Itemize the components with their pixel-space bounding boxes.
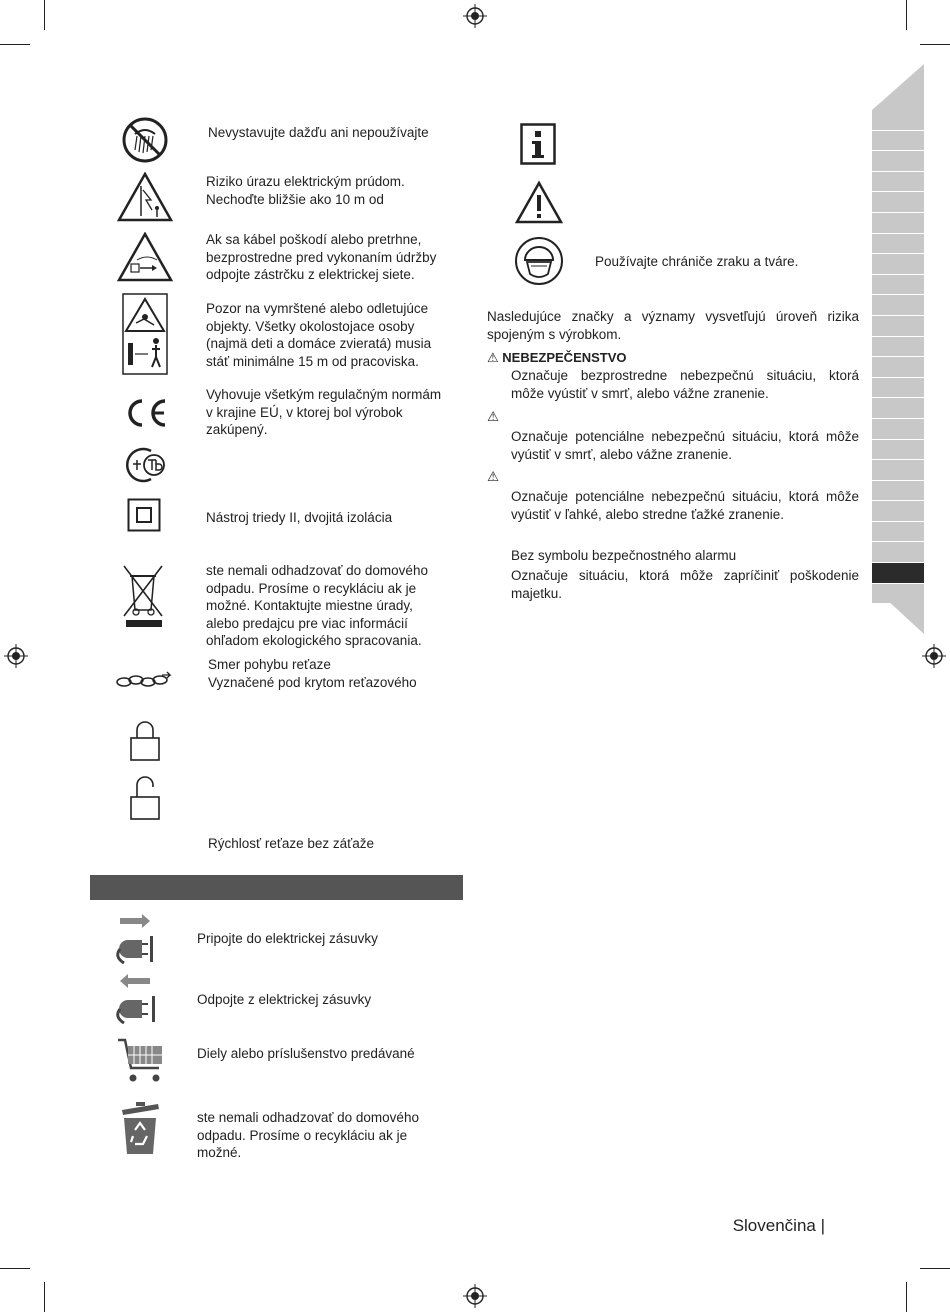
tab (872, 316, 924, 337)
tab-top-triangle (872, 64, 924, 110)
symbol-text-line: Pozor na vymrštené alebo odletujúce (206, 301, 429, 316)
tab-active-slovencina (872, 563, 924, 584)
crop-mark (44, 1282, 45, 1312)
shopping-cart-icon (116, 1036, 166, 1086)
tab (872, 419, 924, 440)
tab (872, 440, 924, 461)
no-symbol-text: Označuje situáciu, ktorá môže zapríčiniť poškodenie majetku. (511, 568, 859, 601)
symbol-text-line: ohľadom ekologického spracovania. (206, 633, 422, 648)
tab (872, 357, 924, 378)
symbol-text-line: Rýchlosť reťaze bez záťaže (208, 836, 375, 851)
caution-text: Označuje potenciálne nebezpečnú situáciu, ktorá môže vyústiť v ľahké, alebo stredne ťažké zranenie. (511, 489, 859, 522)
registration-mark-icon (4, 644, 28, 668)
tab (872, 522, 924, 543)
tab (872, 110, 924, 131)
symbol-text-line: zakúpený. (206, 422, 268, 437)
chain-direction-icon (114, 670, 176, 692)
symbol-text-line: v krajine EÚ, v ktorej bol výrobok (206, 404, 403, 420)
symbol-text-line: Pripojte do elektrickej zásuvky (197, 931, 378, 946)
symbol-text-line: odpadu. Prosíme o recykláciu ak je (197, 1127, 408, 1143)
symbol-text-line: ste nemali odhadzovať do domového (197, 1110, 419, 1125)
footer-language: Slovenčina | (732, 1216, 825, 1235)
tab (872, 460, 924, 481)
tab (872, 131, 924, 152)
symbol-text-line: Nevystavujte dažďu ani nepoužívajte (208, 125, 429, 140)
face-shield-icon (514, 236, 564, 286)
symbol-text-line: Ak sa kábel poškodí alebo pretrhne, (206, 232, 422, 247)
crop-mark (906, 0, 907, 30)
crop-mark (0, 44, 30, 45)
face-shield-text: Používajte chrániče zraku a tváre. (595, 254, 799, 269)
unplug-icon (114, 972, 166, 1024)
double-insulation-icon (127, 498, 161, 532)
risk-intro: Nasledujúce značky a významy vysvetľujú úroveň rizika spojeným s výrobkom. (487, 309, 859, 342)
symbol-text-line: stáť minimálne 15 m od pracoviska. (206, 353, 419, 369)
symbol-text-line: Riziko úrazu elektrickým prúdom. (206, 174, 405, 189)
gost-certification-icon (123, 446, 167, 484)
symbol-text-line: Nástroj triedy II, dvojitá izolácia (206, 510, 393, 525)
tab (872, 192, 924, 213)
tab (872, 275, 924, 296)
language-tabs (872, 110, 924, 604)
warning-text: Označuje potenciálne nebezpečnú situáciu, ktorá môže vyústiť v smrť, alebo vážne zranenie. (511, 429, 859, 462)
danger-label: NEBEZPEČENSTVO (502, 350, 627, 365)
tab (872, 213, 924, 234)
symbol-text-line: Nechoďte bližšie ako 10 m od (206, 191, 384, 207)
symbol-text-line: Vyznačené pod krytom reťazového (208, 674, 417, 690)
tab (872, 151, 924, 172)
symbol-text-line: Odpojte z elektrickej zásuvky (197, 992, 372, 1007)
tab (872, 337, 924, 358)
symbol-text-line: Vyhovuje všetkým regulačným normám (206, 387, 442, 402)
lock-open-icon (129, 775, 161, 821)
crop-mark (44, 0, 45, 30)
tab (872, 172, 924, 193)
symbol-text-line: možné. (197, 1145, 242, 1160)
symbol-text-line: objekty. Všetky okolostojace osoby (206, 318, 415, 334)
registration-mark-icon (463, 1284, 487, 1308)
ce-mark-icon (122, 398, 168, 428)
tab (872, 378, 924, 399)
tab (872, 481, 924, 502)
tab (872, 295, 924, 316)
warning-triangle-icon (515, 180, 563, 224)
tab (872, 254, 924, 275)
symbol-text-line: odpadu. Prosíme o recykláciu ak je (206, 580, 417, 596)
registration-mark-icon (922, 644, 946, 668)
cable-damage-warning-icon (117, 232, 173, 282)
plug-in-icon (114, 912, 166, 964)
tab-bottom-triangle (872, 586, 924, 634)
symbol-text-line: možné. Kontaktujte miestne úrady, (206, 598, 413, 613)
registration-mark-icon (463, 4, 487, 28)
no-rain-icon (121, 116, 169, 164)
warning-triangle-small-icon: ⚠ (487, 350, 499, 365)
recycle-bin-icon (118, 1100, 162, 1156)
symbol-text-line: Smer pohybu reťaze (208, 657, 331, 672)
symbol-text-line: odpojte zástrčku z elektrickej siete. (206, 267, 415, 282)
tab (872, 501, 924, 522)
crop-mark (0, 1268, 30, 1269)
warning-triangle-small-icon: ⚠ (487, 469, 500, 484)
electric-shock-warning-icon (117, 172, 173, 222)
crop-mark (906, 1282, 907, 1312)
warning-triangle-small-icon: ⚠ (487, 409, 500, 424)
no-symbol-label: Bez symbolu bezpečnostného alarmu (511, 548, 737, 563)
tab (872, 542, 924, 563)
thrown-objects-warning-icon (122, 293, 168, 375)
symbol-text-line: Diely alebo príslušenstvo predávané (197, 1046, 415, 1061)
info-icon (520, 123, 556, 165)
weee-crossed-bin-icon (120, 562, 168, 630)
symbol-text-line: alebo predajcu pre viac informácií (206, 615, 408, 631)
section-header-bar (90, 875, 463, 900)
symbol-text-line: bezprostredne pred vykonaním údržby (206, 249, 437, 265)
tab (872, 398, 924, 419)
symbol-text-line: (najmä deti a domáce zvieratá) musia (206, 336, 432, 351)
crop-mark (920, 44, 950, 45)
crop-mark (920, 1268, 950, 1269)
symbol-text-line: ste nemali odhadzovať do domového (206, 563, 428, 578)
danger-text: Označuje bezprostredne nebezpečnú situáciu, ktorá môže vyústiť v smrť, alebo vážne zranenie. (511, 368, 859, 401)
tab (872, 234, 924, 255)
lock-closed-icon (129, 720, 161, 762)
